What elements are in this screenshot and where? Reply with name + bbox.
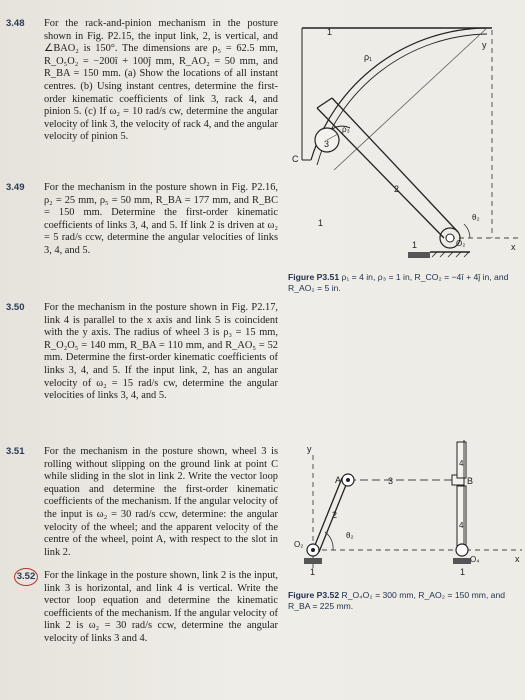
label-link2: 2 (332, 510, 338, 520)
problem-number-circled: 3.52 (14, 568, 38, 586)
pivot-o4 (456, 544, 468, 556)
figure-column (282, 0, 525, 700)
problem-3-48 (6, 18, 278, 176)
label-link1-left: 1 (310, 567, 316, 577)
label-y-axis: y (307, 444, 312, 454)
label-link1-bottom: 1 (412, 240, 418, 250)
label-theta2: θ₂ (346, 531, 354, 540)
problem-number: 3.51 (6, 446, 25, 457)
label-point-a: A (335, 475, 342, 485)
label-link1-left: 1 (318, 218, 324, 228)
problem-text: For the mechanism in the posture shown in Fig. P2.16, ρ₂ = 25 mm, ρ₅ = 50 mm, R_BA = 177 mm, and R_BC = 150 mm. Determine the first-order kinematic coefficients of links 3, 4, and 5. If link 2 is driven at ω₂ = 5 rad/s ccw, determine the angular velocities of links 3, 4, and 5. (44, 182, 278, 256)
label-x-axis: x (511, 242, 516, 252)
problem-text: For the mechanism in the posture shown, wheel 3 is rolling without slipping on the ground link at point C while sliding in the slot in link 2. Write the vector loop equation and determine the first-order kinematic coefficients of the mechanism. If the angular velocity of the input is ω₂ = 30 rad/s ccw, determine: the angular velocity of the wheel; and the apparent velocity of the centre of the wheel, point A, with respect to the slot in link 2. (44, 446, 278, 558)
label-link4-top: 4 (459, 459, 464, 468)
label-link4-bottom: 4 (459, 521, 464, 530)
joint-a-center (346, 478, 350, 482)
label-link3: 3 (388, 476, 394, 486)
ground-bottom (408, 252, 430, 258)
problem-number: 3.48 (6, 18, 25, 29)
label-point-c: C (292, 154, 299, 164)
problem-3-51 (6, 446, 278, 564)
label-y-axis: y (482, 40, 487, 50)
problem-number: 3.49 (6, 182, 25, 193)
caption-label: Figure P3.51 (288, 272, 340, 282)
figure-p3-51 (282, 20, 525, 290)
problem-3-49 (6, 182, 278, 296)
caption-label: Figure P3.52 (288, 590, 340, 600)
problem-3-52 (6, 570, 278, 670)
ground-o2 (304, 558, 322, 564)
problem-text: For the linkage in the posture shown, link 2 is the input, link 3 is horizontal, and link 4 is vertical. Write the vector loop equation and determine the kinematic coefficients of the mechanism. If the angular velocity of link 2 is ω₂ = 30 rad/s ccw, determine the angular velocity of links 3 and 4. (44, 570, 278, 644)
problem-text: For the mechanism in the posture shown in Fig. P2.17, link 4 is parallel to the x axis and link 5 is coincident with the y axis. The radius of wheel 3 is ρ₃ = 15 mm, R_O₂O₅ = 140 mm, R_BA = 110 mm, and R_AO₅ = 52 mm. Determine the first-order kinematic coefficients of links 3, 4, and 5. If the input link, 2, has an angular velocity of ω₂ = 15 rad/s cw, determine the angular velocities of links 3, 4, and 5. (44, 302, 278, 402)
label-x-axis: x (515, 554, 520, 564)
link-2 (313, 478, 348, 552)
label-theta2: θ₂ (472, 213, 480, 222)
label-link1-right: 1 (460, 567, 466, 577)
label-link1-top: 1 (327, 27, 333, 37)
caption-p3-51 (288, 272, 523, 294)
caption-text: ρ₁ = 4 in, ρ₃ = 1 in, R_CO₂ = −4î + 4ĵ in, and R_AO₂ = 5 in. (288, 272, 509, 293)
problem-column (6, 18, 278, 676)
label-o2: O₂ (456, 239, 466, 248)
link-4 (457, 440, 466, 553)
label-link3: 3 (324, 139, 330, 149)
figure-p3-52 (282, 420, 525, 580)
problem-number: 3.50 (6, 302, 25, 313)
link-2-slot (317, 98, 458, 238)
caption-p3-52 (288, 590, 523, 612)
caption-text: R_O₄O₂ = 300 mm, R_AO₂ = 150 mm, and R_BA = 225 mm. (288, 590, 505, 611)
label-rho3: ρ₃ (342, 125, 350, 134)
problem-3-50 (6, 302, 278, 440)
ground-o4 (453, 558, 471, 564)
label-link2: 2 (394, 184, 400, 194)
problem-text: For the rack-and-pinion mechanism in the posture shown in Fig. P2.15, the input link, 2, is vertical, and ∠BAO₂ is 150°. The dimensions are ρ₅ = 62.5 mm, R_O₅O₂ = −200î + 100ĵ mm, R_AO₂ = 50 mm, and R_BA = 150 mm. (a) Show the locations of all instant centres. (b) Using instant centres, determine the first-order kinematic coefficients of link 3, rack 4, and pinion 5. (c) If ω₂ = 10 rad/s cw, determine the angular velocity of link 3, the velocity of rack 4, and the angular velocity of pinion 5. (44, 18, 279, 143)
label-point-b: B (467, 476, 474, 486)
label-o4: O₄ (470, 555, 480, 564)
theta2-arc (464, 224, 470, 238)
label-o2: O₂ (294, 540, 304, 549)
label-rho1: ρ₁ (364, 52, 373, 62)
